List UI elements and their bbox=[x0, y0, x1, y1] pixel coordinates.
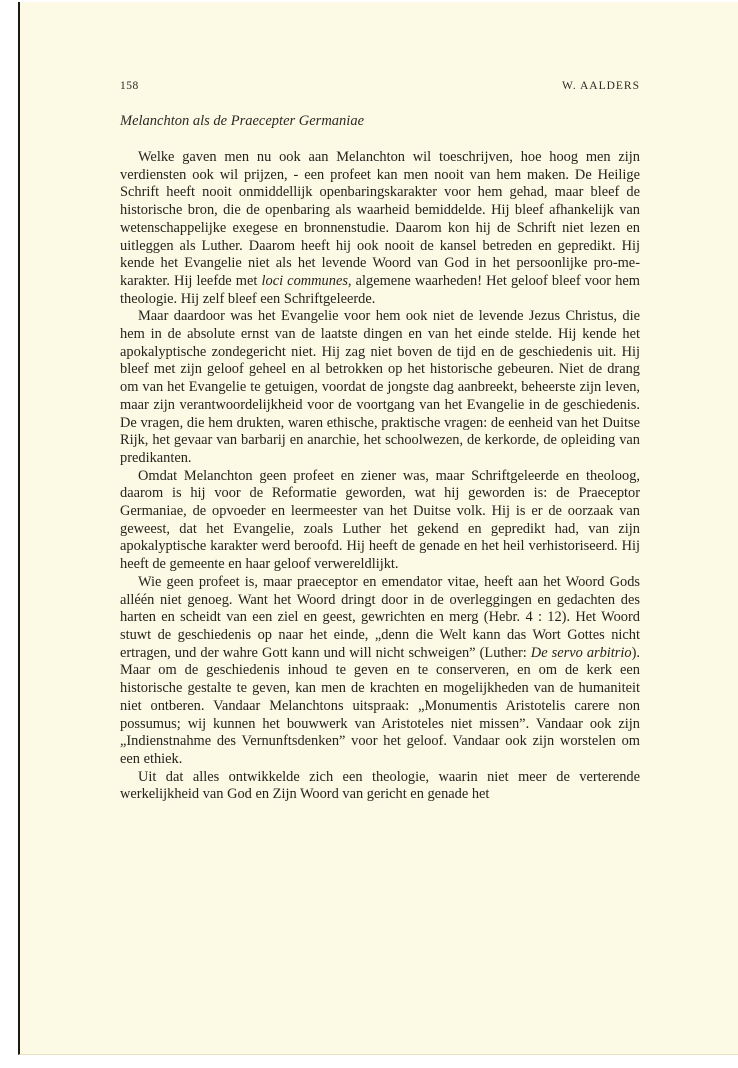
page-number: 158 bbox=[120, 80, 139, 92]
text-segment: Maar daardoor was het Evangelie voor hem ook niet de levende Jezus Christus, die hem in de absolute ernst van de laatste dingen en van het einde stelde. Hij kende het apokalyptische zondegericht niet. Hij zag niet boven de tijd en de geschiedenis uit. Hij bleef met zijn geloof geheel en al betrokken op het historische gebeuren. Niet de drang om van het Evangelie te getuigen, voordat de jongste dag aanbreekt, beheerste zijn leven, maar zijn verantwoordelijkheid voor de voortgang van het Evangelie in de geschiedenis. De vragen, die hem drukten, waren ethische, praktische vragen: de eenheid van het Duitse Rijk, het gevaar van barbarij en anarchie, het schoolwezen, de kerkorde, de opleiding van predikanten. bbox=[120, 308, 640, 466]
text-segment: algemene waarheden! Het geloof bleef voor hem theologie. Hij zelf bleef een Schriftgeleerde. bbox=[120, 272, 640, 307]
italic-segment: loci communes, bbox=[261, 272, 352, 289]
text-segment: Welke gaven men nu ook aan Melanchton wil toeschrijven, hoe hoog men zijn verdiensten ook wil prijzen, - een profeet kan men nooit van hem maken. De Heilige Schrift heeft nooit onmiddellijk openbaringskarakter voor hem gehad, maar bleef de historische bron, die de openbaring als waarheid bemiddelde. Hij bleef afhankelijk van wetenschappelijke exegese en bronnenstudie. Daarom kon hij de Schrift niet lezen en uitleggen als Luther. Daarom heeft hij ook nooit de kansel betreden en gepredikt. Hij kende het Evangelie niet als het levende Woord van God in het persoonlijke pro-me-karakter. Hij leefde met bbox=[120, 149, 640, 289]
paragraph-5 bbox=[120, 769, 640, 804]
running-head-author: W. AALDERS bbox=[562, 80, 640, 92]
page-header bbox=[120, 80, 640, 96]
italic-segment: De servo arbitrio bbox=[530, 644, 632, 661]
body-text bbox=[120, 149, 640, 804]
text-segment: ). Maar om de geschiedenis inhoud te geven en te conserveren, en om de kerk een historische gestalte te geven, kan men de krachten en mogelijkheden van de humaniteit niet ontberen. Vandaar Melanchtons uitspraak: „Monumentis Aristotelis carere non possumus; wij kunnen het bouwwerk van Aristoteles niet missen”. Vandaar ook zijn „Indienstnahme des Vernunftsdenken” voor het geloof. Vandaar ook zijn worstelen om een ethiek. bbox=[120, 644, 640, 767]
text-segment: Uit dat alles ontwikkelde zich een theologie, waarin niet meer de verterende werkelijkheid van God en Zijn Woord van gericht en genade het bbox=[120, 768, 640, 803]
text-segment: Omdat Melanchton geen profeet en ziener was, maar Schriftgeleerde en theoloog, daarom is hij voor de Reformatie geworden, wat hij geworden is: de Praeceptor Germaniae, de opvoeder en leermeester van het Duitse volk. Hij is er de oorzaak van geweest, dat het Evangelie, zoals Luther het gekend en gepredikt had, van zijn apokalyptische karakter werd beroofd. Hij heeft de genade en het heil verhistoriseerd. Hij heeft de gemeente en haar geloof verwereldlijkt. bbox=[120, 467, 640, 573]
section-title: Melanchton als de Praecepter Germaniae bbox=[120, 113, 365, 129]
paragraph-3 bbox=[120, 468, 640, 574]
paragraph-1 bbox=[120, 149, 640, 308]
paragraph-4 bbox=[120, 574, 640, 769]
text-segment: Wie geen profeet is, maar praeceptor en emendator vitae, heeft aan het Woord Gods alléén niet genoeg. Want het Woord dringt door in de overleggingen en gedachten des harten en scheidt van een ziel en geest, gewrichten en merg (Hebr. 4 : 12). Het Woord stuwt de geschiedenis op naar het einde, „denn die Welt kann das Wort Gottes nicht ertragen, und der wahre Gott kann und will nicht schweigen” (Luther: bbox=[120, 573, 640, 661]
paragraph-2 bbox=[120, 308, 640, 467]
